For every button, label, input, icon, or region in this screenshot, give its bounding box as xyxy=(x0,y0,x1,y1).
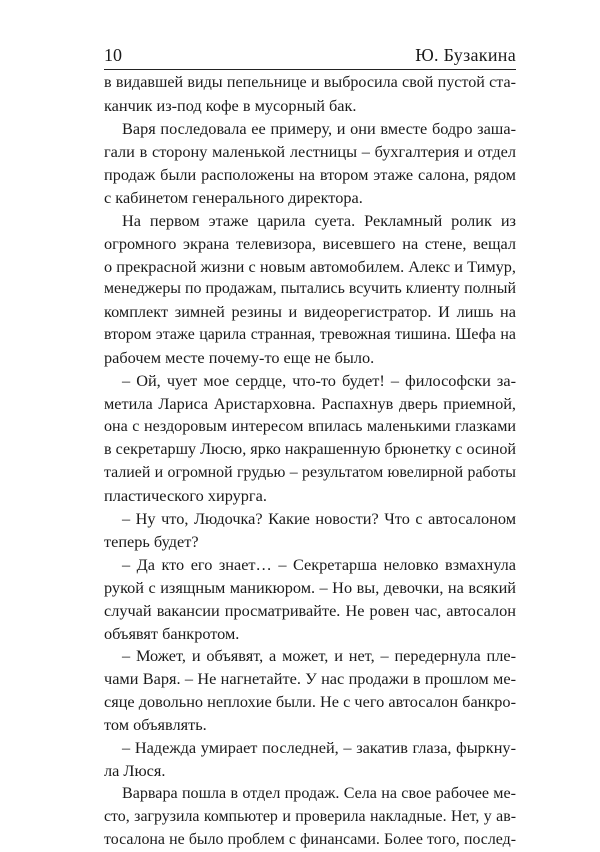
text-line: она с нездоровым интересом впилась маленькими глазками xyxy=(104,418,516,436)
text-line: менеджеры по продажам, пытались всучить клиенту полный xyxy=(104,280,516,298)
text-line: втором этаже царила странная, тревожная тишина. Шефа на xyxy=(104,326,516,344)
text-line: в секретаршу Люсю, ярко накрашенную брюнетку с осиной xyxy=(104,441,516,458)
text-line: сяце довольно неплохие были. Не с чего автосалон банкро- xyxy=(104,692,516,712)
text-line: канчик из-под кофе в мусорный бак. xyxy=(104,95,357,115)
text-line: сто, загрузила компьютер и проверила накладные. Нет, у ав- xyxy=(104,808,516,825)
text-line: – Да кто его знает… – Секретарша неловко взмахнула xyxy=(122,554,516,574)
text-line: – Ну что, Людочка? Какие новости? Что с автосалоном xyxy=(122,508,516,528)
text-line: пластического хирурга. xyxy=(104,485,267,505)
text-line: с кабинетом генерального директора. xyxy=(104,187,363,207)
text-line: – Надежда умирает последней, – закатив глаза, фыркну- xyxy=(122,738,516,758)
text-line: продаж были расположены на втором этаже салона, рядом xyxy=(104,164,516,184)
text-line: На первом этаже царила суета. Рекламный ролик из xyxy=(122,210,516,230)
text-line: в видавшей виды пепельнице и выбросила свой пустой ста- xyxy=(104,74,516,91)
text-line: Варя последовала ее примеру, и они вместе бодро зашa- xyxy=(122,118,516,138)
text-line: случай вакансии просматривайте. Не ровен час, автосалон xyxy=(104,600,516,620)
text-line: теперь будет? xyxy=(104,531,199,551)
body-text xyxy=(104,72,516,852)
text-line: том объявлять. xyxy=(104,715,207,735)
text-line: метила Лариса Аристарховна. Распахнув дверь приемной, xyxy=(104,394,516,414)
text-line: – Ой, чует мое сердце, что-то будет! – философски за- xyxy=(122,371,516,391)
running-title: Ю. Бузакина xyxy=(415,45,516,65)
header-rule xyxy=(104,69,516,70)
text-line: о прекрасной жизни с новым автомобилем. Алекс и Тимур, xyxy=(104,256,516,276)
text-line: огромного экрана телевизора, висевшего на стене, вещал xyxy=(104,233,516,253)
text-line: чами Варя. – Не нагнетайте. У нас продажи в прошлом ме- xyxy=(104,669,516,689)
text-line: гали в сторону маленькой лестницы – бухгалтерия и отдел xyxy=(104,141,516,161)
text-line: талией и огромной грудью – результатом ювелирной работы xyxy=(104,463,516,481)
text-line: – Может, и объявят, а может, и нет, – передернула пле- xyxy=(122,646,516,666)
text-line: рабочем месте почему-то еще не было. xyxy=(104,348,375,368)
page-header xyxy=(104,44,516,66)
text-line: ла Люся. xyxy=(104,761,166,781)
text-line: объявят банкротом. xyxy=(104,623,240,643)
text-line: Варвара пошла в отдел продаж. Села на свое рабочее ме- xyxy=(122,785,516,803)
text-line: комплект зимней резины и видеорегистратор. И лишь на xyxy=(104,302,516,322)
text-line: рукой с изящным маникюром. – Но вы, девочки, на всякий xyxy=(104,577,516,597)
text-line: тосалона не было проблем с финансами. Более того, послед- xyxy=(104,830,516,848)
page-number: 10 xyxy=(104,45,122,65)
